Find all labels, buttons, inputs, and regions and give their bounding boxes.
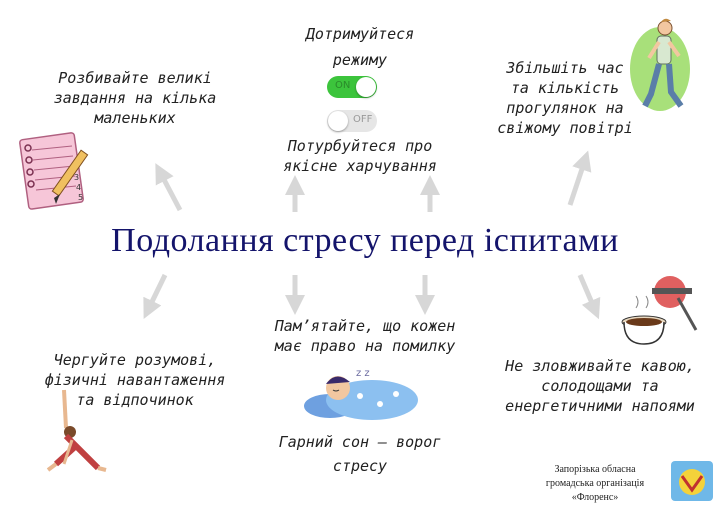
toggle-knob [328, 111, 348, 131]
arrow-to-coffee [580, 275, 595, 310]
organization-caption [530, 463, 660, 505]
organization-logo-icon [670, 460, 714, 502]
tip-sleep-line: Гарний сон – ворог [278, 433, 442, 451]
tip-food-line: якісне харчування [283, 157, 437, 175]
tip-walks-line: свіжому повітрі [497, 119, 633, 137]
arrow-to-tasks [160, 172, 180, 210]
tip-regime [270, 24, 450, 70]
tip-tasks-line: завдання на кілька [53, 89, 217, 107]
yoga-woman-icon [36, 388, 116, 473]
organization-line: Запорізька обласна [554, 464, 636, 475]
tip-coffee-line: солодощами та [541, 377, 659, 395]
tip-sleep-line: стресу [332, 457, 388, 475]
tip-walks-line: Збільшіть час [506, 59, 624, 77]
notebook-pencil-icon [14, 128, 104, 213]
tip-mistakes-line: Пам’ятайте, що кожен [274, 317, 456, 335]
tip-tasks-line: маленьких [94, 109, 176, 127]
tip-mistakes-line: має право на помилку [274, 337, 456, 355]
organization-line: «Флоренс» [571, 492, 619, 503]
page-title: Подолання стресу перед іспитами [111, 222, 619, 259]
sleeping-girl-icon [300, 362, 425, 424]
svg-text:z z: z z [356, 368, 370, 379]
organization-line: громадська організація [545, 478, 645, 489]
toggle-off [327, 110, 377, 132]
svg-text:3: 3 [74, 173, 80, 182]
walking-man-icon [625, 14, 695, 114]
coffee-cup-icon [618, 268, 708, 348]
tip-food-line: Потурбуйтеся про [287, 137, 433, 155]
tip-coffee-line: Не зловживайте кавою, [505, 357, 695, 375]
toggle-knob [356, 77, 376, 97]
arrow-to-alternate [148, 275, 165, 310]
tip-tasks [40, 68, 230, 128]
arrow-to-walks [570, 160, 585, 205]
tip-regime-line: Дотримуйтеся [305, 25, 415, 43]
tip-walks [490, 58, 640, 138]
tip-alternate-line: фізичні навантаження [44, 371, 226, 389]
toggle-on [327, 76, 377, 98]
tip-food [270, 136, 450, 176]
tip-regime-line: режиму [332, 51, 388, 69]
tip-mistakes [245, 316, 485, 356]
tip-tasks-line: Розбивайте великі [58, 69, 212, 87]
svg-text:5: 5 [78, 193, 84, 202]
tip-coffee [480, 356, 720, 416]
tip-walks-line: та кількість [510, 79, 620, 97]
tip-walks-line: прогулянок на [506, 99, 624, 117]
tip-alternate-line: та відпочинок [76, 391, 194, 409]
toggle-on-label: ON [335, 80, 351, 91]
toggle-off-label: OFF [353, 114, 373, 125]
tip-sleep [260, 432, 460, 476]
tip-coffee-line: енергетичними напоями [505, 397, 695, 415]
tip-alternate-line: Чергуйте розумові, [53, 351, 217, 369]
svg-text:4: 4 [76, 183, 82, 192]
